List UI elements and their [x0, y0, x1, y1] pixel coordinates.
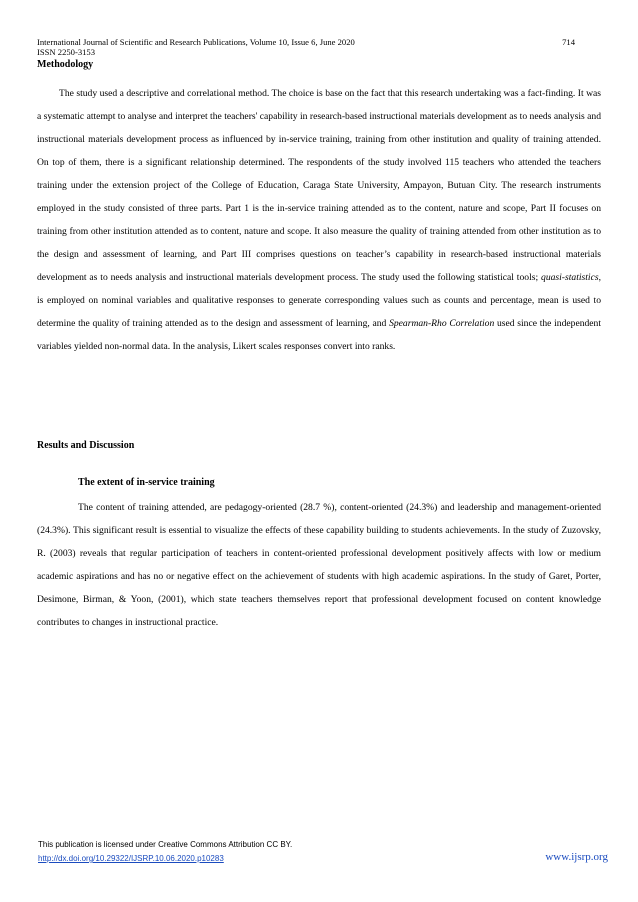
results-paragraph: The content of training attended, are pedagogy-oriented (28.7 %), content-oriented (24.3%) and leadership and management-oriented (24.3%). This significant result is essential to visualize the effects of these capability building to students achievements. In the study of Zuzovsky, R. (2003) reveals that regular participation of teachers in content-oriented professional development positively affects with low or medium academic aspirations and has no or negative effect on the achievement of students with high academic aspirations. In the study of Garet, Porter, Desimone, Birman, & Yoon, (2001), which state teachers themselves report that professional development focused on content knowledge contributes to changes in instructional practice.: [37, 502, 601, 628]
website-link[interactable]: www.ijsrp.org: [545, 851, 608, 863]
quasi-statistics-term: quasi-statistics: [541, 272, 599, 283]
results-heading: Results and Discussion: [37, 440, 135, 451]
page-number: 714: [562, 37, 575, 47]
methodology-paragraph: [37, 82, 601, 358]
methodology-text-1: The study used a descriptive and correlational method. The choice is base on the fact that this research undertaking was a fact-finding. It was a systematic attempt to analyse and interpret the teachers' capability in research-based instructional materials development as to needs analysis and instructional materials development process as influenced by in-service training, training from other institution and quality of training attended. On top of them, there is a significant relationship determined. The respondents of the study involved 115 teachers who attended the teachers training under the extension project of the College of Education, Caraga State University, Ampayon, Butuan City. The research instruments employed in the study consisted of three parts. Part 1 is the in-service training attended as to the content, nature and scope, Part II focuses on training from other institution attended as to content, nature and scope. It also measure the quality of training attended from other institution as to the design and assessment of learning, and Part III comprises questions on teacher’s capability in research-based instructional materials development as to needs analysis and instructional materials development process. The study used the following statistical tools;: [37, 88, 601, 283]
license-notice: This publication is licensed under Creative Commons Attribution CC BY.: [38, 840, 293, 849]
journal-title: International Journal of Scientific and Research Publications, Volume 10, Issue 6, June 2020: [37, 37, 355, 47]
methodology-heading: Methodology: [37, 59, 94, 70]
spearman-rho-term: Spearman-Rho Correlation: [389, 318, 495, 329]
methodology-text-3: used since the independent variables yielded non-normal data. In the analysis, Likert scales responses convert into ranks.: [37, 318, 602, 352]
issn: ISSN 2250-3153: [37, 47, 96, 57]
running-header: [37, 37, 597, 57]
methodology-text-2: , is employed on nominal variables and qualitative responses to generate corresponding values such as counts and percentage, mean is used to determine the quality of training attended as to the design and assessment of learning, and: [37, 272, 601, 329]
doi-link[interactable]: http://dx.doi.org/10.29322/IJSRP.10.06.2020.p10283: [38, 854, 224, 863]
in-service-training-subheading: The extent of in-service training: [78, 477, 215, 488]
